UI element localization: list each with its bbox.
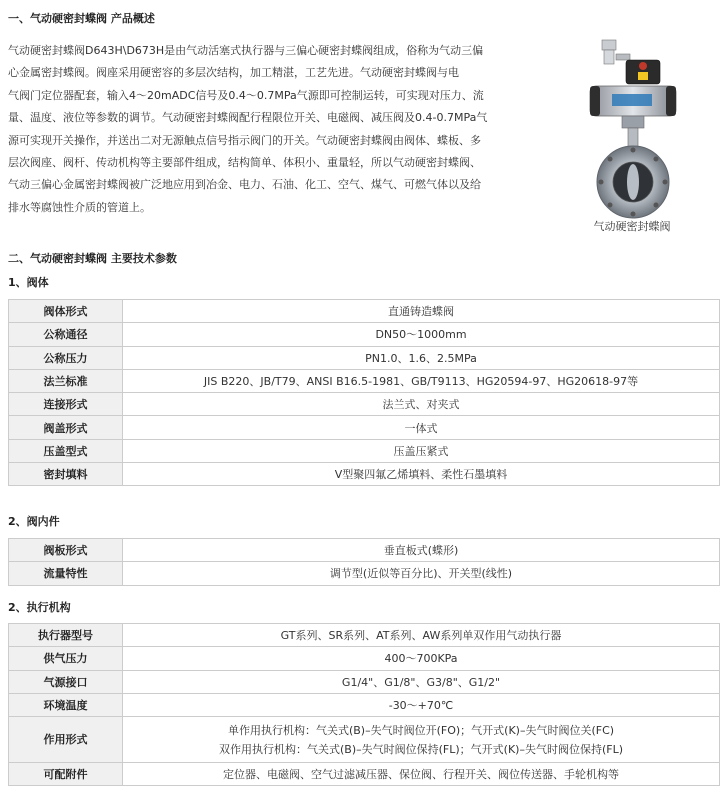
param-value: JIS B220、JB/T79、ANSI B16.5-1981、GB/T9113、HG20594-97、HG20618-97等 — [123, 369, 720, 392]
param-name: 阀体形式 — [9, 300, 123, 323]
param-value: 压盖压紧式 — [123, 439, 720, 462]
param-name: 流量特性 — [9, 562, 123, 585]
intro-paragraph — [8, 40, 526, 219]
param-name: 法兰标准 — [9, 369, 123, 392]
param-value: 垂直板式(蝶形) — [123, 539, 720, 562]
param-value: G1/4"、G1/8"、G3/8"、G1/2" — [123, 670, 720, 693]
pneumatic-butterfly-valve-image — [582, 36, 684, 222]
intro-line: 心金属密封蝶阀。阀座采用硬密容的多层次结构，加工精湛，工艺先进。气动硬密封蝶阀与电 — [8, 66, 459, 80]
table-row — [9, 539, 720, 562]
param-value: 调节型(近似等百分比)、开关型(线性) — [123, 562, 720, 585]
param-name: 密封填料 — [9, 463, 123, 486]
param-value: PN1.0、1.6、2.5MPa — [123, 346, 720, 369]
intro-line: 气动硬密封蝶阀D643H\D673H是由气动活塞式执行器与三偏心硬密封蝶阀组成，俗称为气动三偏 — [8, 44, 484, 57]
param-name: 执行器型号 — [9, 624, 123, 647]
intro-line: 源可实现开关操作，并送出二对无源触点信号指示阀门的开关。气动硬密封蝶阀由阀体、蝶板、多 — [8, 133, 481, 147]
valve-body-table — [8, 299, 720, 486]
table-row — [9, 369, 720, 392]
image-caption: 气动硬密封蝶阀 — [593, 220, 671, 233]
param-name: 公称通径 — [9, 323, 123, 346]
param-value: 直通铸造蝶阀 — [123, 300, 720, 323]
table-row — [9, 562, 720, 585]
param-value-line: 单作用执行机构：气关式(B)–失气时阀位开(FO)；气开式(K)–失气时阀位关(FC) — [227, 723, 615, 737]
table-row — [9, 300, 720, 323]
param-name: 气源接口 — [9, 670, 123, 693]
table-row — [9, 463, 720, 486]
param-value: 定位器、电磁阀、空气过滤减压器、保位阀、行程开关、阀位传送器、手轮机构等 — [123, 763, 720, 786]
subsection-title-actuator: 2、执行机构 — [8, 601, 71, 614]
param-value: 400～700KPa — [123, 647, 720, 670]
param-value: 法兰式、对夹式 — [123, 393, 720, 416]
param-value — [123, 717, 720, 763]
param-name: 作用形式 — [9, 717, 123, 763]
param-value: V型聚四氟乙烯填料、柔性石墨填料 — [123, 463, 720, 486]
param-value: 一体式 — [123, 416, 720, 439]
valve-internals-table — [8, 538, 720, 586]
table-row — [9, 717, 720, 763]
intro-line: 气动三偏心金属密封蝶阀被广泛地应用到冶金、电力、石油、化工、空气、煤气、可燃气体以及给 — [8, 178, 481, 192]
param-value: GT系列、SR系列、AT系列、AW系列单双作用气动执行器 — [123, 624, 720, 647]
table-row — [9, 763, 720, 786]
actuator-table — [8, 623, 720, 786]
intro-line: 排水等腐蚀性介质的管道上。 — [8, 200, 151, 214]
param-value: DN50～1000mm — [123, 323, 720, 346]
param-name: 阀盖形式 — [9, 416, 123, 439]
section-title-specs: 二、气动硬密封蝶阀 主要技术参数 — [8, 252, 177, 265]
param-name: 连接形式 — [9, 393, 123, 416]
table-row — [9, 693, 720, 716]
table-row — [9, 670, 720, 693]
param-name: 环境温度 — [9, 693, 123, 716]
subsection-title-valve-internals: 2、阀内件 — [8, 515, 60, 528]
param-value-line: 双作用执行机构：气关式(B)–失气时阀位保持(FL)；气开式(K)–失气时阀位保持(FL) — [218, 742, 623, 756]
param-name: 公称压力 — [9, 346, 123, 369]
table-row — [9, 439, 720, 462]
table-row — [9, 346, 720, 369]
intro-line: 层次阀座、阀杆、传动机构等主要部件组成，结构简单、体积小、重量轻，所以气动硬密封蝶阀、 — [8, 156, 481, 170]
table-row — [9, 624, 720, 647]
param-name: 供气压力 — [9, 647, 123, 670]
param-name: 阀板形式 — [9, 539, 123, 562]
table-row — [9, 323, 720, 346]
table-row — [9, 393, 720, 416]
intro-line: 量、温度、液位等参数的调节。气动硬密封蝶阀配行程限位开关、电磁阀、减压阀及0.4-0.7MPa气 — [8, 111, 488, 125]
param-name: 压盖型式 — [9, 439, 123, 462]
subsection-title-valve-body: 1、阀体 — [8, 276, 49, 289]
param-name: 可配附件 — [9, 763, 123, 786]
intro-line: 气阀门定位器配套，输入4～20mADC信号及0.4～0.7MPa气源即可控制运转，可实现对压力、流 — [8, 88, 484, 102]
table-row — [9, 647, 720, 670]
table-row — [9, 416, 720, 439]
param-value: -30～+70℃ — [123, 693, 720, 716]
section-title-overview: 一、气动硬密封蝶阀 产品概述 — [8, 12, 155, 25]
